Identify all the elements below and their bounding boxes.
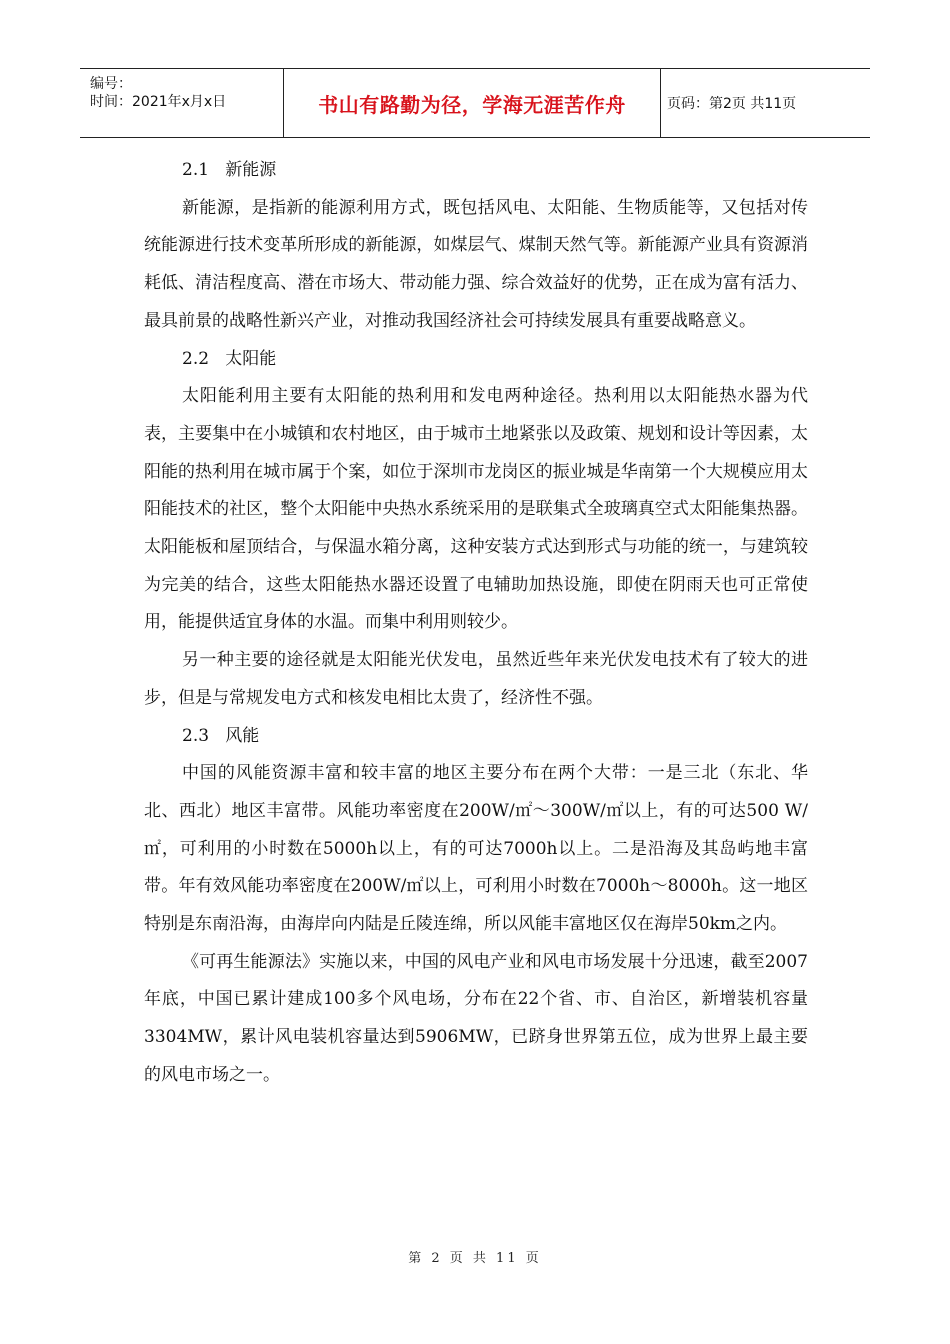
document-number-label: 编号： (90, 76, 132, 92)
header-motto-cell (284, 69, 661, 137)
document-body (144, 152, 808, 1095)
paragraph: 另一种主要的途径就是太阳能光伏发电，虽然近些年来光伏发电技术有了较大的进步，但是与常规发电方式和核发电相比太贵了，经济性不强。 (144, 650, 808, 708)
paragraph: 新能源，是指新的能源利用方式，既包括风电、太阳能、生物质能等，又包括对传统能源进行技术变革所形成的新能源，如煤层气、煤制天然气等。新能源产业具有资源消耗低、清洁程度高、潜在市场大、带动能力强、综合效益好的优势，正在成为富有活力、最具前景的战略性新兴产业，对推动我国经济社会可持续发展具有重要战略意义。 (144, 197, 808, 331)
paragraph: 中国的风能资源丰富和较丰富的地区主要分布在两个大带：一是三北（东北、华北、西北）地区丰富带。风能功率密度在200W/㎡～300W/㎡以上，有的可达500 W/㎡，可利用的小时数在5000h以上，有的可达7000h以上。二是沿海及其岛屿地丰富带。年有效风能功率密度在200W/㎡以上，可利用小时数在7000h～8000h。这一地区特别是东南沿海，由海岸向内陆是丘陵连绵，所以风能丰富地区仅在海岸50km之内。 (144, 763, 808, 935)
section-heading: 2.1 新能源 (182, 160, 277, 180)
header-meta-cell (80, 69, 284, 137)
page-footer: 第 2 页 共 11 页 (408, 1251, 542, 1266)
header-page-cell (661, 69, 870, 137)
header-motto: 书山有路勤为径，学海无涯苦作舟 (318, 92, 626, 117)
paragraph: 太阳能利用主要有太阳能的热利用和发电两种途径。热利用以太阳能热水器为代表，主要集中在小城镇和农村地区，由于城市土地紧张以及政策、规划和设计等因素，太阳能的热利用在城市属于个案，如位于深圳市龙岗区的振业城是华南第一个大规模应用太阳能技术的社区，整个太阳能中央热水系统采用的是联集式全玻璃真空式太阳能集热器。太阳能板和屋顶结合，与保温水箱分离，这种安装方式达到形式与功能的统一，与建筑较为完美的结合，这些太阳能热水器还设置了电辅助加热设施，即使在阴雨天也可正常使用，能提供适宜身体的水温。而集中利用则较少。 (144, 386, 808, 633)
section-heading: 2.2 太阳能 (182, 348, 277, 369)
page-header (80, 68, 870, 138)
document-date-label: 时间：2021年x月x日 (90, 94, 227, 110)
paragraph: 《可再生能源法》实施以来，中国的风电产业和风电市场发展十分迅速，截至2007年底，中国已累计建成100多个风电场，分布在22个省、市、自治区，新增装机容量3304MW，累计风电装机容量达到5906MW，已跻身世界第五位，成为世界上最主要的风电市场之一。 (144, 951, 808, 1085)
header-page-info: 页码：第2页 共11页 (667, 96, 797, 112)
section-heading: 2.3 风能 (182, 725, 260, 746)
